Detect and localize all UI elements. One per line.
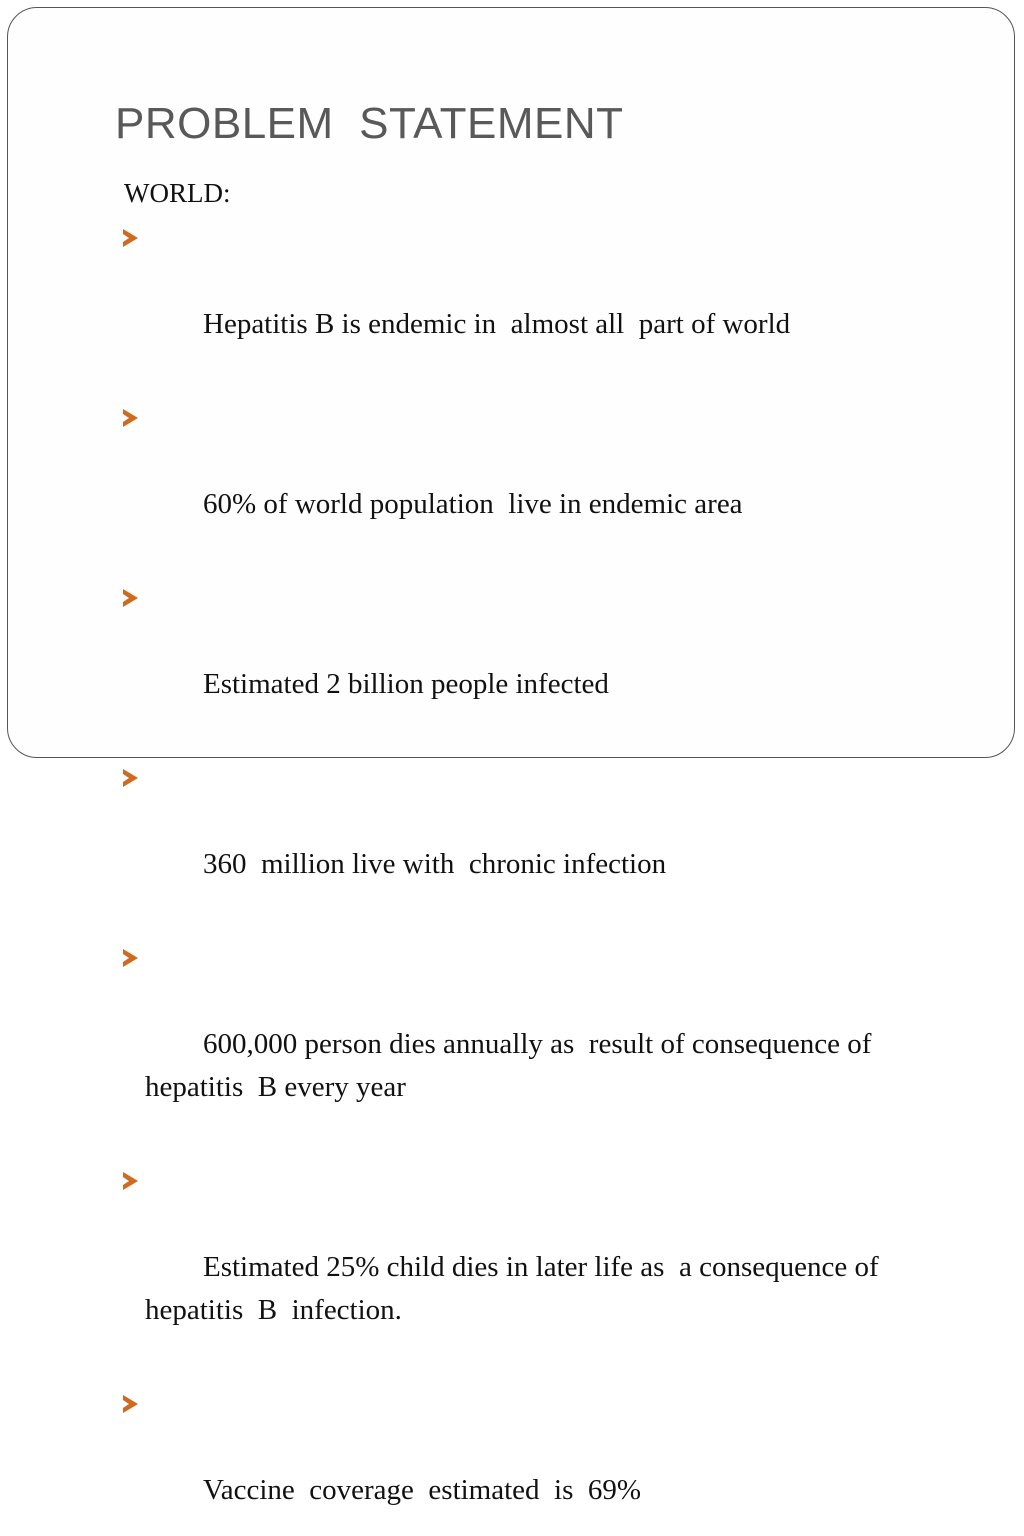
arrow-bullet-icon — [123, 1172, 138, 1190]
bullet-item — [116, 217, 956, 389]
bullet-item — [116, 1160, 956, 1375]
bullet-text: Hepatitis B is endemic in almost all part of world — [203, 308, 791, 340]
bullet-text: Estimated 2 billion people infected — [203, 668, 609, 700]
slide-title: PROBLEM STATEMENT — [115, 99, 624, 148]
bullet-text: Vaccine coverage estimated is 69% — [203, 1474, 642, 1506]
bullet-item — [116, 1383, 956, 1536]
bullet-item — [116, 757, 956, 929]
bullet-text: 60% of world population live in endemic area — [203, 488, 743, 520]
slide — [7, 7, 1015, 1506]
bullet-text: 360 million live with chronic infection — [203, 848, 667, 880]
bullet-text: 600,000 person dies annually as result of consequence of hepatitis B every year — [145, 1028, 886, 1103]
arrow-bullet-icon — [123, 589, 138, 607]
bullet-text: Estimated 25% child dies in later life as a consequence of hepatitis B infection. — [145, 1251, 886, 1326]
section-subheading: WORLD: — [124, 178, 231, 208]
arrow-bullet-icon — [123, 1395, 138, 1413]
arrow-bullet-icon — [123, 949, 138, 967]
arrow-bullet-icon — [123, 769, 138, 787]
bullet-item — [116, 577, 956, 749]
bullet-item — [116, 397, 956, 569]
slide-content — [116, 173, 956, 1536]
bullet-item — [116, 937, 956, 1152]
arrow-bullet-icon — [123, 229, 138, 247]
bullet-list — [116, 217, 956, 1536]
arrow-bullet-icon — [123, 409, 138, 427]
